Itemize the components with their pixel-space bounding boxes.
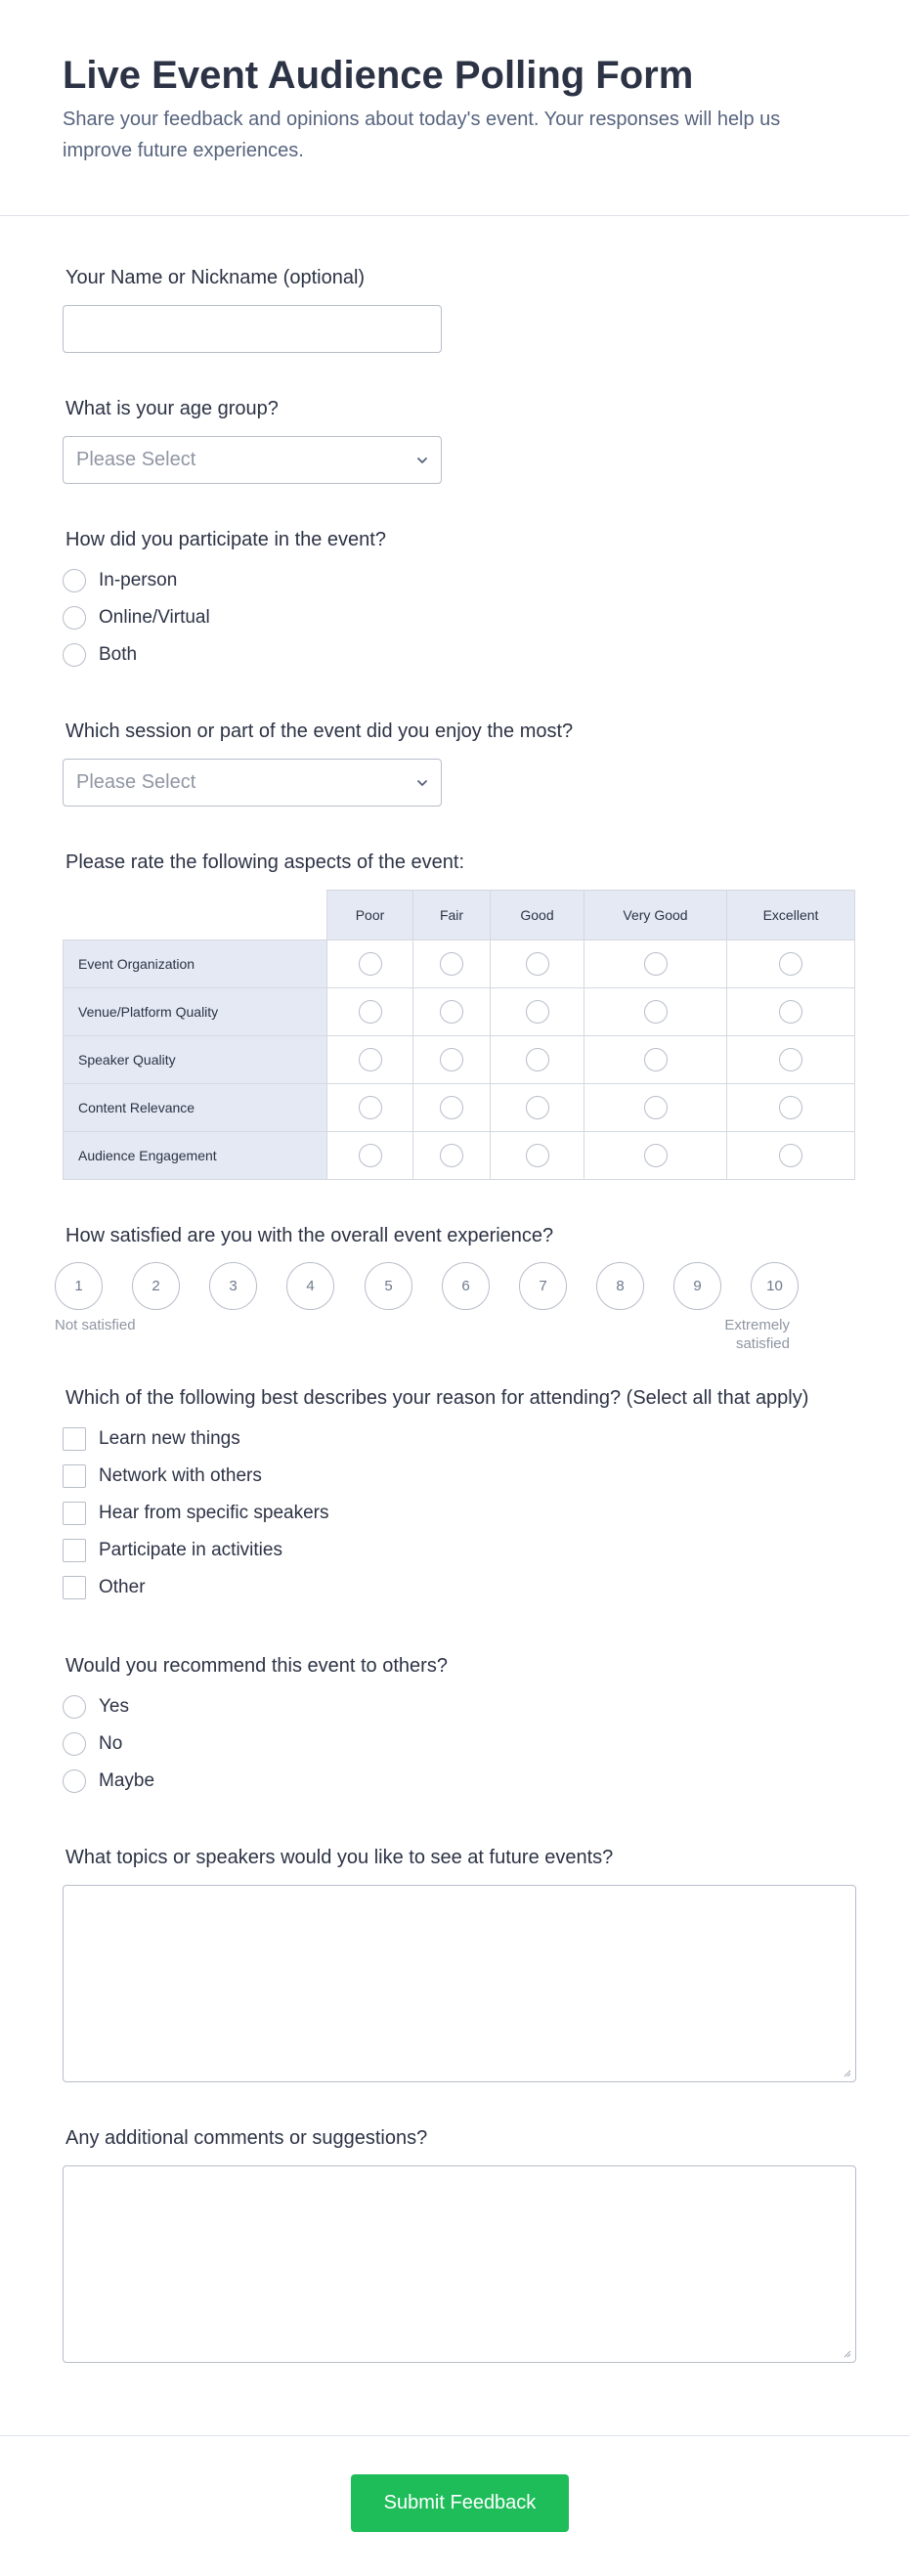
form-title: Live Event Audience Polling Form xyxy=(63,54,694,97)
matrix-cell[interactable] xyxy=(413,1084,491,1132)
matrix-cell[interactable] xyxy=(327,1036,413,1084)
matrix-cell[interactable] xyxy=(584,988,727,1036)
option-label: Hear from specific speakers xyxy=(99,1503,329,1523)
radio-button[interactable] xyxy=(526,1096,549,1119)
chevron-down-icon xyxy=(415,454,429,467)
matrix-cell[interactable] xyxy=(491,1132,584,1180)
radio-button[interactable] xyxy=(359,952,382,976)
topics-textarea[interactable] xyxy=(63,1885,856,2082)
participation-option-in-person[interactable] xyxy=(63,562,846,599)
checkbox[interactable] xyxy=(63,1464,86,1488)
rating-matrix xyxy=(63,890,855,1180)
scale-option-3[interactable]: 3 xyxy=(209,1262,257,1310)
age-label: What is your age group? xyxy=(65,398,279,419)
radio-button[interactable] xyxy=(779,1048,802,1071)
matrix-row-label: Event Organization xyxy=(64,940,327,988)
option-label: Other xyxy=(99,1577,146,1597)
matrix-row-label: Venue/Platform Quality xyxy=(64,988,327,1036)
session-select-value: Please Select xyxy=(76,771,196,793)
matrix-corner xyxy=(64,891,327,940)
matrix-cell[interactable] xyxy=(491,1084,584,1132)
radio-button[interactable] xyxy=(440,1096,463,1119)
scale-option-2[interactable]: 2 xyxy=(132,1262,180,1310)
radio-button[interactable] xyxy=(63,606,86,630)
participation-option-online[interactable] xyxy=(63,599,846,636)
checkbox[interactable] xyxy=(63,1502,86,1525)
matrix-cell[interactable] xyxy=(584,1036,727,1084)
matrix-cell[interactable] xyxy=(413,940,491,988)
radio-button[interactable] xyxy=(779,1144,802,1167)
form-subtitle: Share your feedback and opinions about today's event. Your responses will help us improve future experiences. xyxy=(63,109,781,161)
matrix-column-header: Very Good xyxy=(584,891,727,940)
scale-high-label xyxy=(724,1316,790,1353)
matrix-row xyxy=(64,1132,855,1180)
reason-option-activities[interactable] xyxy=(63,1532,846,1569)
reason-field xyxy=(63,1385,846,1606)
radio-button[interactable] xyxy=(63,643,86,667)
rating-label: Please rate the following aspects of the event: xyxy=(65,851,465,873)
participation-options xyxy=(63,562,846,674)
checkbox[interactable] xyxy=(63,1427,86,1451)
radio-button[interactable] xyxy=(779,1096,802,1119)
name-label: Your Name or Nickname (optional) xyxy=(65,267,366,288)
radio-button[interactable] xyxy=(63,569,86,592)
matrix-row-label: Content Relevance xyxy=(64,1084,327,1132)
matrix-cell[interactable] xyxy=(727,1036,855,1084)
radio-button[interactable] xyxy=(644,1144,668,1167)
option-label: Maybe xyxy=(99,1770,155,1791)
scale-option-5[interactable]: 5 xyxy=(365,1262,412,1310)
chevron-down-icon xyxy=(415,776,429,790)
option-label: Yes xyxy=(99,1696,129,1717)
matrix-cell[interactable] xyxy=(584,940,727,988)
recommend-option-maybe[interactable] xyxy=(63,1763,846,1800)
reason-option-learn[interactable] xyxy=(63,1420,846,1458)
scale-option-10[interactable]: 10 xyxy=(751,1262,799,1310)
option-label: Online/Virtual xyxy=(99,607,210,628)
option-label: In-person xyxy=(99,570,178,590)
matrix-cell[interactable] xyxy=(491,1036,584,1084)
radio-button[interactable] xyxy=(440,1000,463,1024)
scale-option-7[interactable]: 7 xyxy=(519,1262,567,1310)
radio-button[interactable] xyxy=(359,1048,382,1071)
resize-grip-icon[interactable] xyxy=(842,2348,851,2358)
recommend-field xyxy=(63,1653,846,1800)
matrix-cell[interactable] xyxy=(727,988,855,1036)
recommend-option-no[interactable] xyxy=(63,1725,846,1763)
radio-button[interactable] xyxy=(526,1144,549,1167)
radio-button[interactable] xyxy=(779,1000,802,1024)
radio-button[interactable] xyxy=(63,1695,86,1719)
form-body xyxy=(0,265,909,2363)
recommend-options xyxy=(63,1688,846,1800)
option-label: Participate in activities xyxy=(99,1540,282,1560)
scale-option-1[interactable]: 1 xyxy=(55,1262,103,1310)
scale-option-8[interactable]: 8 xyxy=(596,1262,644,1310)
matrix-row xyxy=(64,940,855,988)
matrix-cell[interactable] xyxy=(413,1132,491,1180)
matrix-row xyxy=(64,988,855,1036)
rating-field xyxy=(63,850,846,1180)
satisfaction-field xyxy=(55,1223,846,1360)
matrix-cell[interactable] xyxy=(327,1132,413,1180)
option-label: Network with others xyxy=(99,1465,262,1486)
radio-button[interactable] xyxy=(644,1096,668,1119)
reason-option-network[interactable] xyxy=(63,1458,846,1495)
matrix-column-header: Fair xyxy=(413,891,491,940)
session-field xyxy=(63,719,846,807)
session-label: Which session or part of the event did you enjoy the most? xyxy=(65,720,574,742)
recommend-label: Would you recommend this event to others? xyxy=(65,1655,448,1677)
checkbox[interactable] xyxy=(63,1539,86,1562)
scale-low-label: Not satisfied xyxy=(55,1317,136,1333)
radio-button[interactable] xyxy=(359,1144,382,1167)
matrix-cell[interactable] xyxy=(413,1036,491,1084)
scale-high-label-line2: satisfied xyxy=(735,1335,790,1352)
option-label: Both xyxy=(99,644,138,665)
matrix-cell[interactable] xyxy=(327,940,413,988)
age-select-value: Please Select xyxy=(76,449,196,470)
radio-button[interactable] xyxy=(63,1732,86,1756)
scale-option-6[interactable]: 6 xyxy=(442,1262,490,1310)
comments-textarea[interactable] xyxy=(63,2165,856,2363)
reason-options xyxy=(63,1420,846,1606)
matrix-column-header: Excellent xyxy=(727,891,855,940)
radio-button[interactable] xyxy=(644,1000,668,1024)
radio-button[interactable] xyxy=(63,1769,86,1793)
matrix-cell[interactable] xyxy=(727,940,855,988)
checkbox[interactable] xyxy=(63,1576,86,1599)
matrix-cell[interactable] xyxy=(413,988,491,1036)
scale-option-9[interactable]: 9 xyxy=(673,1262,721,1310)
matrix-row-label: Audience Engagement xyxy=(64,1132,327,1180)
option-label: No xyxy=(99,1733,123,1754)
resize-grip-icon[interactable] xyxy=(842,2068,851,2077)
matrix-cell[interactable] xyxy=(727,1132,855,1180)
comments-field xyxy=(63,2125,846,2363)
matrix-cell[interactable] xyxy=(584,1132,727,1180)
matrix-cell[interactable] xyxy=(491,988,584,1036)
radio-button[interactable] xyxy=(779,952,802,976)
matrix-row xyxy=(64,1084,855,1132)
satisfaction-scale xyxy=(55,1262,846,1360)
option-label: Learn new things xyxy=(99,1428,240,1449)
matrix-cell[interactable] xyxy=(491,940,584,988)
age-select[interactable] xyxy=(63,436,442,484)
radio-button[interactable] xyxy=(644,952,668,976)
matrix-cell[interactable] xyxy=(327,988,413,1036)
age-field xyxy=(63,396,846,484)
submit-button[interactable]: Submit Feedback xyxy=(351,2474,569,2532)
radio-button[interactable] xyxy=(359,1000,382,1024)
matrix-row xyxy=(64,1036,855,1084)
matrix-cell[interactable] xyxy=(327,1084,413,1132)
participation-label: How did you participate in the event? xyxy=(65,529,386,550)
matrix-cell[interactable] xyxy=(584,1084,727,1132)
radio-button[interactable] xyxy=(359,1096,382,1119)
scale-option-4[interactable]: 4 xyxy=(286,1262,334,1310)
matrix-column-header: Good xyxy=(491,891,584,940)
radio-button[interactable] xyxy=(526,952,549,976)
matrix-column-header: Poor xyxy=(327,891,413,940)
reason-option-other[interactable] xyxy=(63,1569,846,1606)
name-field xyxy=(63,265,846,353)
form-header xyxy=(0,0,909,216)
radio-button[interactable] xyxy=(526,1048,549,1071)
reason-option-speakers[interactable] xyxy=(63,1495,846,1532)
matrix-row-label: Speaker Quality xyxy=(64,1036,327,1084)
matrix-cell[interactable] xyxy=(727,1084,855,1132)
satisfaction-label: How satisfied are you with the overall event experience? xyxy=(65,1225,554,1246)
radio-button[interactable] xyxy=(440,952,463,976)
participation-option-both[interactable] xyxy=(63,636,846,674)
reason-label: Which of the following best describes your reason for attending? (Select all that apply) xyxy=(65,1387,809,1409)
recommend-option-yes[interactable] xyxy=(63,1688,846,1725)
radio-button[interactable] xyxy=(644,1048,668,1071)
name-input[interactable] xyxy=(63,305,442,353)
radio-button[interactable] xyxy=(440,1048,463,1071)
participation-field xyxy=(63,527,846,674)
scale-high-label-line1: Extremely xyxy=(724,1317,790,1333)
session-select[interactable] xyxy=(63,759,442,807)
radio-button[interactable] xyxy=(440,1144,463,1167)
form-footer xyxy=(0,2435,909,2576)
radio-button[interactable] xyxy=(526,1000,549,1024)
topics-label: What topics or speakers would you like to see at future events? xyxy=(65,1847,614,1868)
comments-label: Any additional comments or suggestions? xyxy=(65,2127,428,2149)
topics-field xyxy=(63,1845,846,2082)
